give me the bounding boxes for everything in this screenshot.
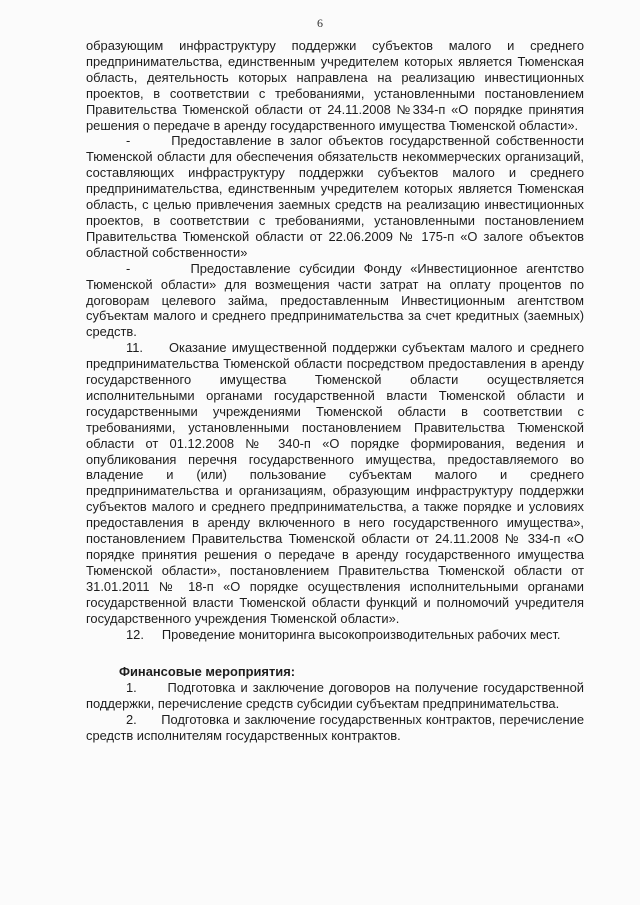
financial-measures-heading: Финансовые мероприятия: — [119, 664, 296, 680]
page-number: 6 — [317, 16, 323, 30]
paragraph-item-12: 12. Проведение мониторинга высокопроизводительных рабочих мест. — [126, 626, 561, 642]
paragraph-item-11: 11. Оказание имущественной поддержки субъектам малого и среднего предпринимательства Тюменской области посредством предоставления в аренду государственного имущества Тюменской области осуществляется исполнительными органами государственной власти Тюменской области и государственными учреждениями Тюменской области в соответствии с требованиями, установленными постановлением Правительства Тюменской области от 01.12.2008 № 340-п «О порядке формирования, ведения и опубликования перечня государственного имущества, предоставляемого во владение и (или) пользование субъектам малого и среднего предпринимательства и организациям, образующим инфраструктуру поддержки субъектов малого и среднего предпринимательства, а также порядке и условиях предоставления в аренду включенного в него государственного имущества», постановлением Правительства Тюменской области от 24.11.2008 № 334-п «О порядке принятия решения о передаче в аренду государственного имущества Тюменской области», постановлением Правительства Тюменской области от 31.01.2011 № 18-п «О порядке осуществления исполнительными органами государственной власти Тюменской области функций и полномочий учредителя государственного учреждения Тюменской области». — [86, 340, 584, 626]
financial-item-2: 2. Подготовка и заключение государственных контрактов, перечисление средств исполнителям государственных контрактов. — [86, 712, 584, 744]
paragraph-subsidy-to-fund: - Предоставление субсидии Фонду «Инвестиционное агентство Тюменской области» для возмещения части затрат на оплату процентов по договорам целевого займа, предоставленным Инвестиционным агентством субъектам малого и среднего предпринимательства за счет кредитных (заемных) средств. — [86, 260, 584, 340]
section-spacer — [86, 642, 584, 664]
financial-item-1: 1. Подготовка и заключение договоров на получение государственной поддержки, перечисление средств субсидии субъектам предпринимательства. — [86, 680, 584, 712]
document-body — [86, 38, 584, 744]
paragraph-pledge-of-property: - Предоставление в залог объектов государственной собственности Тюменской области для обеспечения обязательств некоммерческих организаций, составляющих инфраструктуру поддержки субъектов малого и среднего предпринимательства, единственным учредителем которых является Тюменская область, с целью привлечения заемных средств на реализацию инвестиционных проектов, в соответствии с требованиями, установленными постановлением Правительства Тюменской области от 22.06.2009 № 175-п «О залоге объектов областной собственности» — [86, 133, 584, 260]
paragraph-continuation: образующим инфраструктуру поддержки субъектов малого и среднего предпринимательства, единственным учредителем которых является Тюменская область, деятельность которых направлена на реализацию инвестиционных проектов, в соответствии с требованиями, установленными постановлением Правительства Тюменской области от 24.11.2008 №334-п «О порядке принятия решения о передаче в аренду государственного имущества Тюменской области». — [86, 38, 584, 133]
